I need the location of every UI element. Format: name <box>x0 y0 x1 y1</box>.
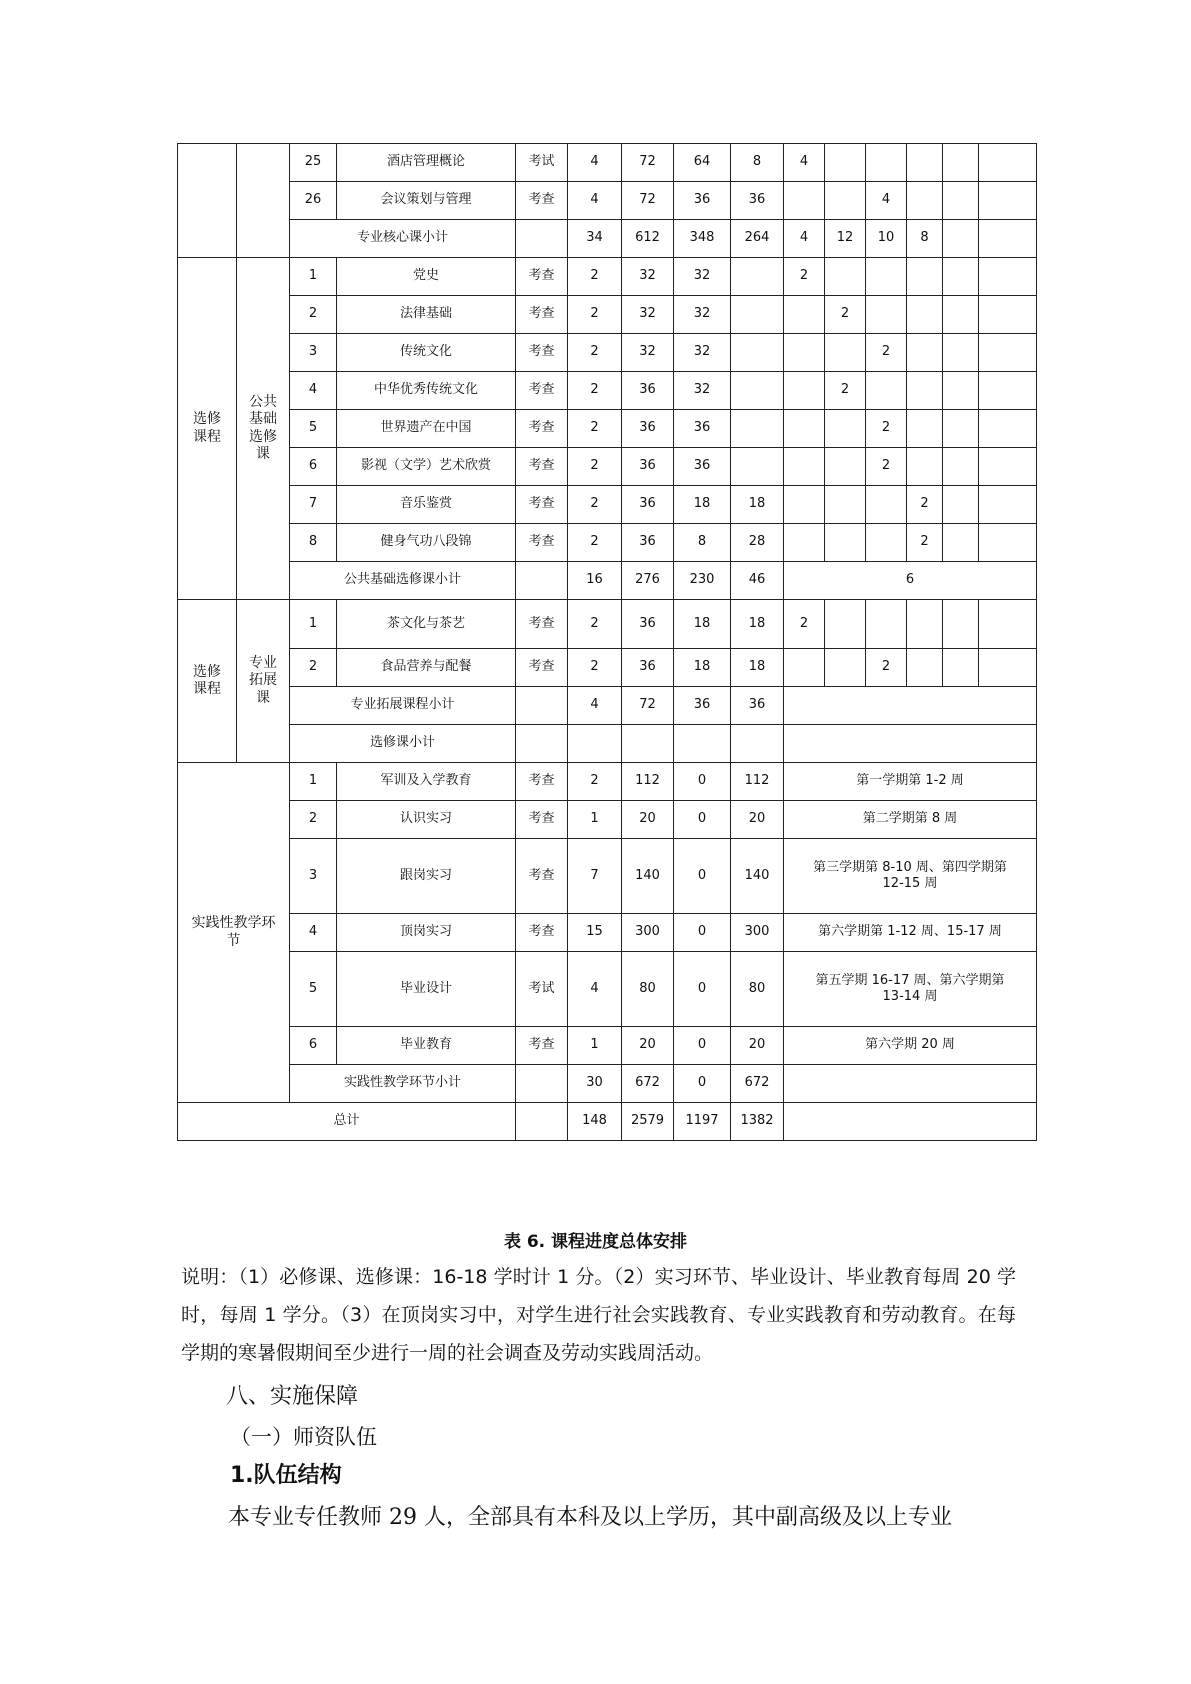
semester-2 <box>825 258 866 296</box>
table-row <box>178 801 1037 839</box>
total-hours: 36 <box>622 649 674 687</box>
semester-6 <box>979 486 1037 524</box>
semester-2 <box>825 182 866 220</box>
course-no: 2 <box>290 296 337 334</box>
course-name: 军训及入学教育 <box>337 763 516 801</box>
theory-hours: 0 <box>674 914 731 952</box>
assessment: 考查 <box>516 1027 568 1065</box>
semester-2 <box>825 144 866 182</box>
semester-4 <box>907 600 943 649</box>
theory-hours: 32 <box>674 334 731 372</box>
assessment <box>516 220 568 258</box>
subtotal-label: 实践性教学环节小计 <box>290 1065 516 1103</box>
semester-2 <box>825 649 866 687</box>
subtotal-label: 专业拓展课程小计 <box>290 687 516 725</box>
semester-3 <box>866 486 907 524</box>
course-no: 2 <box>290 649 337 687</box>
practice-hours: 28 <box>731 524 784 562</box>
semester-4: 2 <box>907 486 943 524</box>
subtotal-row <box>178 220 1037 258</box>
subtotal-row <box>178 1065 1037 1103</box>
table-row <box>178 486 1037 524</box>
table-row <box>178 524 1037 562</box>
theory-hours: 36 <box>674 448 731 486</box>
theory-hours <box>674 725 731 763</box>
theory-hours: 32 <box>674 258 731 296</box>
table-row <box>178 144 1037 182</box>
course-no: 1 <box>290 600 337 649</box>
credits: 7 <box>568 839 622 914</box>
course-name: 党史 <box>337 258 516 296</box>
course-name: 健身气功八段锦 <box>337 524 516 562</box>
group-label: 实践性教学环节 <box>178 763 290 1103</box>
assessment: 考查 <box>516 258 568 296</box>
total-hours: 36 <box>622 448 674 486</box>
semester-1: 2 <box>784 600 825 649</box>
course-name: 传统文化 <box>337 334 516 372</box>
theory-hours: 0 <box>674 801 731 839</box>
theory-hours: 32 <box>674 296 731 334</box>
practice-hours: 300 <box>731 914 784 952</box>
theory-hours: 8 <box>674 524 731 562</box>
table-row <box>178 914 1037 952</box>
course-name: 音乐鉴赏 <box>337 486 516 524</box>
semester-4 <box>907 258 943 296</box>
semester-1 <box>784 334 825 372</box>
semester-5 <box>943 296 979 334</box>
note-paragraph: 说明：（1）必修课、选修课：16-18 学时计 1 分。（2）实习环节、毕业设计、毕业教育每周 20 学时，每周 1 学分。（3）在顶岗实习中，对学生进行社会实践教育、专业实践教育和劳动教育。在每学期的寒暑假期间至少进行一周的社会调查及劳动实践周活动。 <box>181 1266 1016 1364</box>
semester-hours <box>784 725 1037 763</box>
semester-5 <box>943 524 979 562</box>
semester-2: 2 <box>825 372 866 410</box>
semester-3: 2 <box>866 649 907 687</box>
course-no: 6 <box>290 1027 337 1065</box>
semester-6 <box>979 220 1037 258</box>
total-hours: 32 <box>622 334 674 372</box>
course-no: 4 <box>290 914 337 952</box>
schedule: 第二学期第 8 周 <box>784 801 1037 839</box>
course-no: 2 <box>290 801 337 839</box>
credits: 2 <box>568 296 622 334</box>
semester-1 <box>784 486 825 524</box>
credits: 4 <box>568 687 622 725</box>
semester-6 <box>979 144 1037 182</box>
theory-hours: 0 <box>674 952 731 1027</box>
credits: 2 <box>568 334 622 372</box>
assessment <box>516 1065 568 1103</box>
course-no: 4 <box>290 372 337 410</box>
assessment <box>516 725 568 763</box>
table-row <box>178 600 1037 649</box>
semester-5 <box>943 649 979 687</box>
semester-6 <box>979 334 1037 372</box>
credits: 15 <box>568 914 622 952</box>
semester-6 <box>979 372 1037 410</box>
course-name: 食品营养与配餐 <box>337 649 516 687</box>
semester-5 <box>943 220 979 258</box>
semester-2: 12 <box>825 220 866 258</box>
credits: 148 <box>568 1103 622 1141</box>
semester-4: 2 <box>907 524 943 562</box>
subtotal-row <box>178 725 1037 763</box>
theory-hours: 348 <box>674 220 731 258</box>
schedule: 第一学期第 1-2 周 <box>784 763 1037 801</box>
semester-6 <box>979 524 1037 562</box>
practice-hours: 36 <box>731 182 784 220</box>
table-row <box>178 296 1037 334</box>
theory-hours: 0 <box>674 839 731 914</box>
total-hours: 32 <box>622 258 674 296</box>
practice-hours: 112 <box>731 763 784 801</box>
theory-hours: 36 <box>674 687 731 725</box>
credits: 2 <box>568 763 622 801</box>
assessment: 考查 <box>516 296 568 334</box>
credits: 2 <box>568 649 622 687</box>
semester-6 <box>979 600 1037 649</box>
practice-hours: 80 <box>731 952 784 1027</box>
assessment: 考查 <box>516 524 568 562</box>
course-name: 顶岗实习 <box>337 914 516 952</box>
table-row <box>178 334 1037 372</box>
credits: 2 <box>568 258 622 296</box>
course-name: 茶文化与茶艺 <box>337 600 516 649</box>
course-name: 法律基础 <box>337 296 516 334</box>
total-label: 总计 <box>178 1103 516 1141</box>
assessment: 考查 <box>516 182 568 220</box>
course-name: 跟岗实习 <box>337 839 516 914</box>
semester-5 <box>943 144 979 182</box>
total-hours: 36 <box>622 524 674 562</box>
credits: 2 <box>568 486 622 524</box>
semester-5 <box>943 448 979 486</box>
schedule-line: 第五学期 16-17 周、第六学期第 <box>815 972 1005 988</box>
course-name: 毕业设计 <box>337 952 516 1027</box>
subsubsection-heading: 1.队伍结构 <box>230 1463 342 1488</box>
semester-3: 4 <box>866 182 907 220</box>
table-row <box>178 1027 1037 1065</box>
practice-hours: 20 <box>731 1027 784 1065</box>
credits: 2 <box>568 372 622 410</box>
semester-2 <box>825 600 866 649</box>
credits: 2 <box>568 448 622 486</box>
semester-2 <box>825 410 866 448</box>
theory-hours: 18 <box>674 600 731 649</box>
practice-hours: 8 <box>731 144 784 182</box>
total-hours: 20 <box>622 801 674 839</box>
subtotal-label: 选修课小计 <box>290 725 516 763</box>
semester-1: 2 <box>784 258 825 296</box>
total-hours: 36 <box>622 372 674 410</box>
category-label: 专业拓展课 <box>237 600 290 763</box>
semester-2: 2 <box>825 296 866 334</box>
total-hours: 36 <box>622 486 674 524</box>
assessment: 考查 <box>516 448 568 486</box>
assessment: 考试 <box>516 952 568 1027</box>
credits: 4 <box>568 952 622 1027</box>
credits: 2 <box>568 524 622 562</box>
practice-hours: 18 <box>731 649 784 687</box>
schedule: 第六学期第 1-12 周、15-17 周 <box>784 914 1037 952</box>
course-no: 3 <box>290 839 337 914</box>
course-no: 26 <box>290 182 337 220</box>
theory-hours: 0 <box>674 763 731 801</box>
semester-1: 4 <box>784 144 825 182</box>
course-name: 中华优秀传统文化 <box>337 372 516 410</box>
course-name: 毕业教育 <box>337 1027 516 1065</box>
table-row <box>178 649 1037 687</box>
semester-5 <box>943 486 979 524</box>
schedule-line: 13-14 周 <box>882 989 938 1004</box>
course-name: 酒店管理概论 <box>337 144 516 182</box>
total-hours: 112 <box>622 763 674 801</box>
course-no: 8 <box>290 524 337 562</box>
theory-hours: 0 <box>674 1027 731 1065</box>
practice-hours <box>731 258 784 296</box>
semester-4 <box>907 448 943 486</box>
credits: 34 <box>568 220 622 258</box>
semester-3 <box>866 258 907 296</box>
schedule <box>784 952 1037 1027</box>
schedule <box>784 839 1037 914</box>
semester-3 <box>866 144 907 182</box>
total-hours: 20 <box>622 1027 674 1065</box>
total-hours: 36 <box>622 410 674 448</box>
schedule: 第六学期 20 周 <box>784 1027 1037 1065</box>
semester-3 <box>866 600 907 649</box>
table-row <box>178 839 1037 914</box>
course-no: 5 <box>290 410 337 448</box>
semester-6 <box>979 296 1037 334</box>
schedule-line: 12-15 周 <box>882 876 938 891</box>
theory-hours: 64 <box>674 144 731 182</box>
theory-hours: 32 <box>674 372 731 410</box>
semester-6 <box>979 410 1037 448</box>
subtotal-label: 专业核心课小计 <box>290 220 516 258</box>
semester-1 <box>784 372 825 410</box>
course-name: 世界遗产在中国 <box>337 410 516 448</box>
semester-4 <box>907 296 943 334</box>
subsection-heading: （一）师资队伍 <box>230 1425 377 1449</box>
credits: 4 <box>568 182 622 220</box>
semester-5 <box>943 372 979 410</box>
assessment <box>516 562 568 600</box>
semester-3: 10 <box>866 220 907 258</box>
semester-3: 2 <box>866 410 907 448</box>
table-caption: 表 6. 课程进度总体安排 <box>503 1232 688 1252</box>
semester-4 <box>907 144 943 182</box>
total-hours: 612 <box>622 220 674 258</box>
semester-3 <box>866 372 907 410</box>
semester-4 <box>907 334 943 372</box>
credits: 2 <box>568 410 622 448</box>
table-row <box>178 182 1037 220</box>
semester-4 <box>907 372 943 410</box>
theory-hours: 18 <box>674 649 731 687</box>
assessment: 考查 <box>516 839 568 914</box>
semester-2 <box>825 334 866 372</box>
course-no: 7 <box>290 486 337 524</box>
course-name: 认识实习 <box>337 801 516 839</box>
total-hours: 72 <box>622 687 674 725</box>
credits: 2 <box>568 600 622 649</box>
assessment: 考查 <box>516 486 568 524</box>
total-hours: 36 <box>622 600 674 649</box>
practice-hours <box>731 725 784 763</box>
assessment: 考查 <box>516 649 568 687</box>
semester-5 <box>943 258 979 296</box>
group-cell <box>178 144 237 258</box>
total-hours: 80 <box>622 952 674 1027</box>
semester-2 <box>825 524 866 562</box>
semester-1 <box>784 649 825 687</box>
total-hours: 672 <box>622 1065 674 1103</box>
total-hours: 32 <box>622 296 674 334</box>
practice-hours: 36 <box>731 687 784 725</box>
table-row <box>178 372 1037 410</box>
assessment: 考查 <box>516 763 568 801</box>
total-hours: 72 <box>622 144 674 182</box>
total-hours: 300 <box>622 914 674 952</box>
body-paragraph: 本专业专任教师 29 人，全部具有本科及以上学历，其中副高级及以上专业 <box>228 1505 952 1530</box>
group-label: 选修课程 <box>178 600 237 763</box>
course-schedule-table <box>177 143 1037 1141</box>
credits: 16 <box>568 562 622 600</box>
total-row <box>178 1103 1037 1141</box>
semester-6 <box>979 649 1037 687</box>
semester-4 <box>907 649 943 687</box>
practice-hours: 18 <box>731 600 784 649</box>
total-hours: 2579 <box>622 1103 674 1141</box>
practice-hours: 1382 <box>731 1103 784 1141</box>
table-row <box>178 448 1037 486</box>
semester-6 <box>979 258 1037 296</box>
practice-hours: 140 <box>731 839 784 914</box>
semester-hours <box>784 687 1037 725</box>
semester-5 <box>943 334 979 372</box>
semester-1 <box>784 524 825 562</box>
assessment: 考试 <box>516 144 568 182</box>
group-label: 选修课程 <box>178 258 237 600</box>
semester-1 <box>784 448 825 486</box>
practice-hours <box>731 448 784 486</box>
course-no: 5 <box>290 952 337 1027</box>
credits <box>568 725 622 763</box>
theory-hours: 0 <box>674 1065 731 1103</box>
theory-hours: 36 <box>674 410 731 448</box>
semester-4 <box>907 410 943 448</box>
semester-3: 2 <box>866 448 907 486</box>
assessment: 考查 <box>516 372 568 410</box>
category-label: 公共基础选修课 <box>237 258 290 600</box>
assessment <box>516 687 568 725</box>
semester-1 <box>784 410 825 448</box>
course-no: 3 <box>290 334 337 372</box>
total-hours: 140 <box>622 839 674 914</box>
theory-hours: 18 <box>674 486 731 524</box>
practice-hours <box>731 334 784 372</box>
assessment: 考查 <box>516 334 568 372</box>
practice-hours: 264 <box>731 220 784 258</box>
table-row <box>178 258 1037 296</box>
table-row <box>178 410 1037 448</box>
semester-2 <box>825 448 866 486</box>
semester-3 <box>866 296 907 334</box>
table-row <box>178 952 1037 1027</box>
category-cell <box>237 144 290 258</box>
credits: 4 <box>568 144 622 182</box>
semester-5 <box>943 182 979 220</box>
semester-6 <box>979 182 1037 220</box>
semester-4: 8 <box>907 220 943 258</box>
practice-hours: 18 <box>731 486 784 524</box>
assessment <box>516 1103 568 1141</box>
practice-hours: 672 <box>731 1065 784 1103</box>
assessment: 考查 <box>516 410 568 448</box>
semester-hours <box>784 1065 1037 1103</box>
assessment: 考查 <box>516 914 568 952</box>
semester-1 <box>784 182 825 220</box>
credits: 1 <box>568 801 622 839</box>
semester-hours: 6 <box>784 562 1037 600</box>
credits: 1 <box>568 1027 622 1065</box>
semester-3: 2 <box>866 334 907 372</box>
total-hours: 276 <box>622 562 674 600</box>
practice-hours: 46 <box>731 562 784 600</box>
practice-hours <box>731 372 784 410</box>
theory-hours: 36 <box>674 182 731 220</box>
semester-1 <box>784 296 825 334</box>
assessment: 考查 <box>516 801 568 839</box>
semester-4 <box>907 182 943 220</box>
assessment: 考查 <box>516 600 568 649</box>
total-hours: 72 <box>622 182 674 220</box>
course-no: 6 <box>290 448 337 486</box>
course-no: 1 <box>290 763 337 801</box>
semester-5 <box>943 600 979 649</box>
semester-hours <box>784 1103 1037 1141</box>
course-no: 25 <box>290 144 337 182</box>
semester-5 <box>943 410 979 448</box>
course-name: 影视（文学）艺术欣赏 <box>337 448 516 486</box>
practice-hours: 20 <box>731 801 784 839</box>
semester-1: 4 <box>784 220 825 258</box>
subtotal-label: 公共基础选修课小计 <box>290 562 516 600</box>
semester-3 <box>866 524 907 562</box>
table-row <box>178 763 1037 801</box>
subtotal-row <box>178 687 1037 725</box>
course-name: 会议策划与管理 <box>337 182 516 220</box>
total-hours <box>622 725 674 763</box>
practice-hours <box>731 410 784 448</box>
theory-hours: 230 <box>674 562 731 600</box>
section-heading: 八、实施保障 <box>226 1384 359 1409</box>
schedule-line: 第三学期第 8-10 周、第四学期第 <box>813 859 1007 875</box>
theory-hours: 1197 <box>674 1103 731 1141</box>
semester-6 <box>979 448 1037 486</box>
semester-2 <box>825 486 866 524</box>
credits: 30 <box>568 1065 622 1103</box>
practice-hours <box>731 296 784 334</box>
subtotal-row <box>178 562 1037 600</box>
course-no: 1 <box>290 258 337 296</box>
